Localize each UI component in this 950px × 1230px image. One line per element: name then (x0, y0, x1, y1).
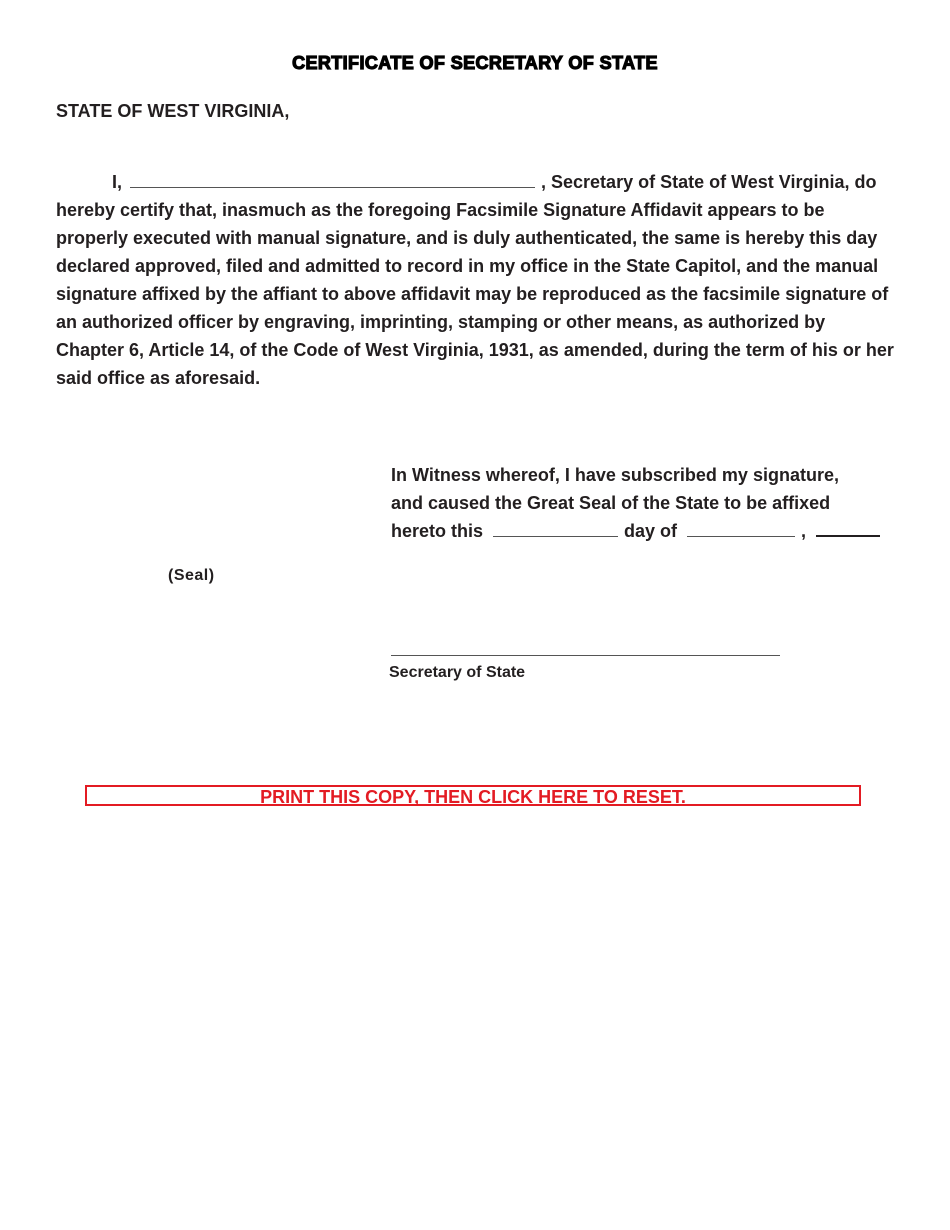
witness-line-1: In Witness whereof, I have subscribed my signature, (391, 465, 839, 485)
certification-body: hereby certify that, inasmuch as the foregoing Facsimile Signature Affidavit appears to be properly executed with manual signature, and is duly authenticated, the same is hereby this day declared approved, filed and admitted to record in my office in the State Capitol, and the manual signature affixed by the affiant to above affidavit may be reproduced as the facsimile signature of an authorized officer by engraving, imprinting, stamping or other means, as authorized by Chapter 6, Article 14, of the Code of West Virginia, 1931, as amended, during the term of his or her said office as aforesaid. (56, 200, 894, 388)
certification-paragraph (56, 168, 896, 392)
witness-day-of-text: day of (624, 521, 678, 541)
certification-prefix: I, (112, 172, 123, 192)
certificate-title: CERTIFICATE OF SECRETARY OF STATE (292, 53, 658, 73)
signature-line[interactable] (391, 655, 780, 656)
year-field[interactable] (816, 521, 880, 537)
signature-label: Secretary of State (389, 664, 526, 681)
secretary-name-field[interactable] (130, 173, 535, 188)
witness-line-3 (391, 517, 911, 545)
state-line: STATE OF WEST VIRGINIA, (56, 101, 290, 121)
witness-comma: , (801, 521, 807, 541)
reset-button[interactable]: PRINT THIS COPY, THEN CLICK HERE TO RESET. (85, 785, 861, 806)
witness-line-2: and caused the Great Seal of the State to be affixed (391, 493, 831, 513)
day-field[interactable] (493, 522, 618, 537)
certification-after-name: , Secretary of State of West Virginia, do (541, 172, 877, 192)
month-field[interactable] (687, 522, 795, 537)
seal-label: (Seal) (168, 567, 215, 584)
certification-first-line (56, 168, 896, 196)
witness-block (391, 461, 911, 545)
witness-hereto-text: hereto this (391, 521, 484, 541)
